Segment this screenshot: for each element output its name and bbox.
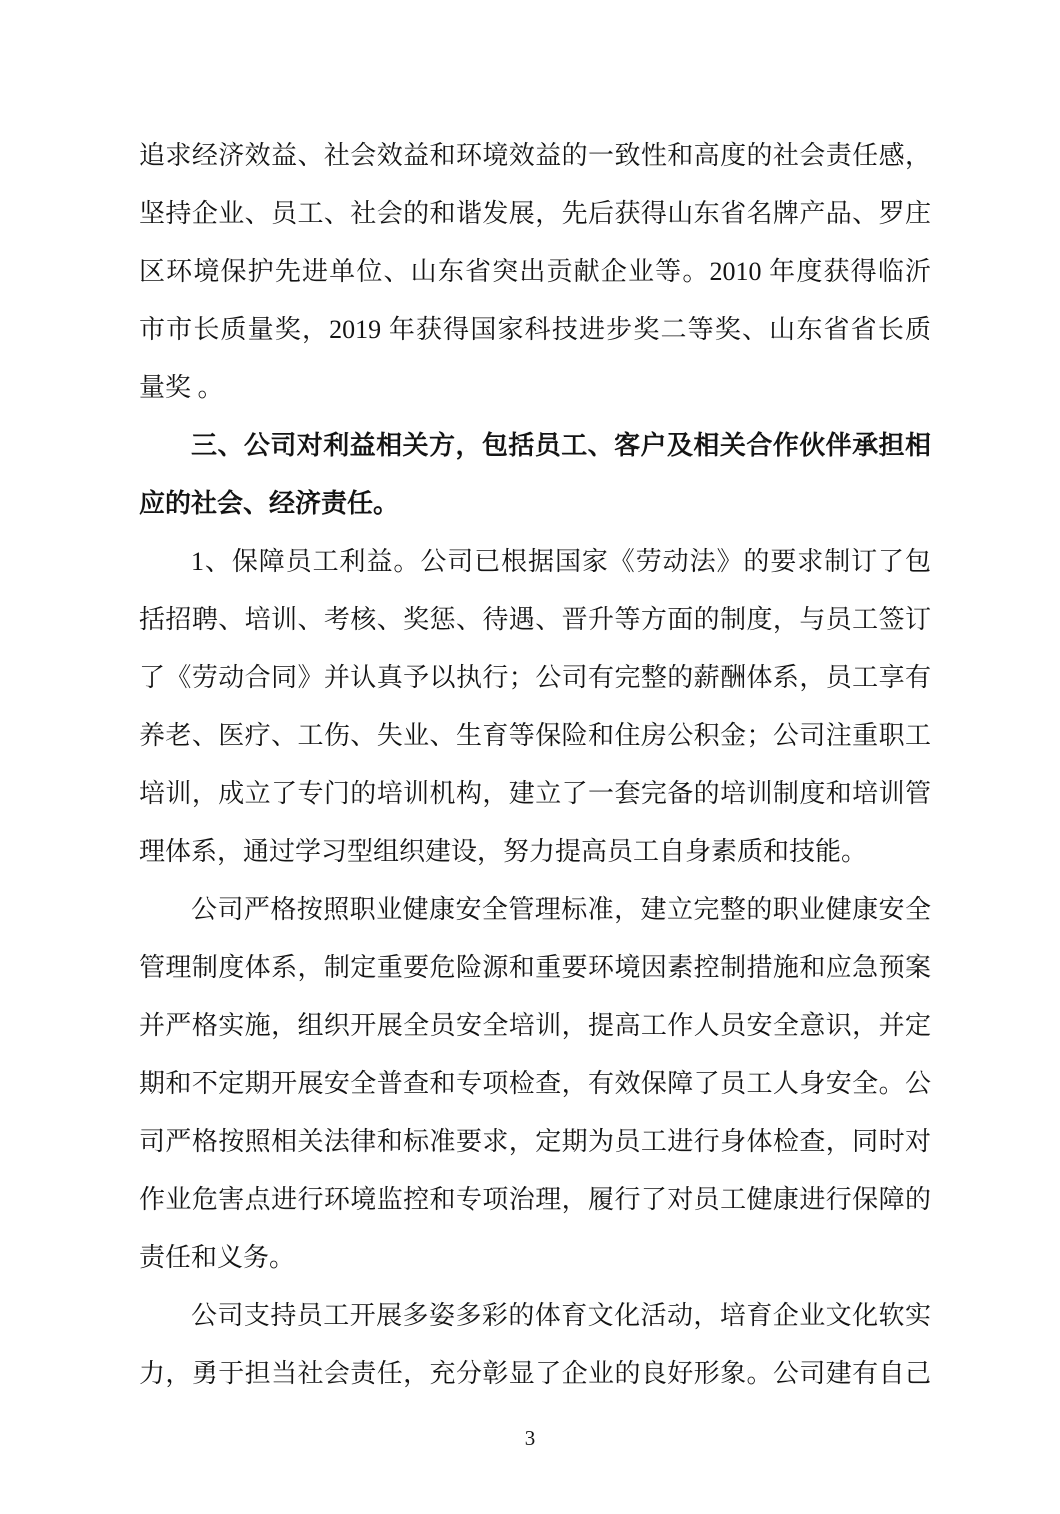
text-line: 三、公司对利益相关方，包括员工、客户及相关合作伙伴承担相 xyxy=(191,431,931,460)
text-line: 应的社会、经济责任。 xyxy=(139,489,400,518)
text-line: 理体系，通过学习型组织建设，努力提高员工自身素质和技能。 xyxy=(139,837,868,866)
document-body xyxy=(139,127,931,1403)
text-line: 公司严格按照职业健康安全管理标准，建立完整的职业健康安全 xyxy=(191,895,931,924)
text-line: 区环境保护先进单位、山东省突出贡献企业等。2010 年度获得临沂 xyxy=(139,257,931,286)
text-line: 培训，成立了专门的培训机构，建立了一套完备的培训制度和培训管 xyxy=(139,779,931,808)
text-line: 公司支持员工开展多姿多彩的体育文化活动，培育企业文化软实 xyxy=(191,1301,931,1330)
paragraph-culture-activities xyxy=(139,1287,931,1403)
paragraph-occupational-health-safety xyxy=(139,881,931,1287)
text-line: 养老、医疗、工伤、失业、生育等保险和住房公积金；公司注重职工 xyxy=(139,721,931,750)
paragraph-awards-continuation xyxy=(139,127,931,417)
text-line: 管理制度体系，制定重要危险源和重要环境因素控制措施和应急预案 xyxy=(139,953,931,982)
text-line: 期和不定期开展安全普查和专项检查，有效保障了员工人身安全。公 xyxy=(139,1069,931,1098)
text-line: 作业危害点进行环境监控和专项治理，履行了对员工健康进行保障的 xyxy=(139,1185,931,1214)
text-line: 括招聘、培训、考核、奖惩、待遇、晋升等方面的制度，与员工签订 xyxy=(139,605,931,634)
text-line: 1、保障员工利益。公司已根据国家《劳动法》的要求制订了包 xyxy=(191,547,931,576)
paragraph-employee-benefits xyxy=(139,533,931,881)
page-number: 3 xyxy=(524,1426,536,1450)
text-line: 追求经济效益、社会效益和环境效益的一致性和高度的社会责任感， xyxy=(139,141,931,170)
paragraph-section-heading-3 xyxy=(139,417,931,533)
text-line: 责任和义务。 xyxy=(139,1243,296,1272)
text-line: 市市长质量奖，2019 年获得国家科技进步奖二等奖、山东省省长质 xyxy=(139,315,931,344)
text-line: 坚持企业、员工、社会的和谐发展，先后获得山东省名牌产品、罗庄 xyxy=(139,199,931,228)
text-line: 力，勇于担当社会责任，充分彰显了企业的良好形象。公司建有自己 xyxy=(139,1359,931,1388)
text-line: 了《劳动合同》并认真予以执行；公司有完整的薪酬体系，员工享有 xyxy=(139,663,931,692)
text-line: 量奖 。 xyxy=(139,373,224,402)
text-line: 并严格实施，组织开展全员安全培训，提高工作人员安全意识，并定 xyxy=(139,1011,931,1040)
text-line: 司严格按照相关法律和标准要求，定期为员工进行身体检查，同时对 xyxy=(139,1127,931,1156)
